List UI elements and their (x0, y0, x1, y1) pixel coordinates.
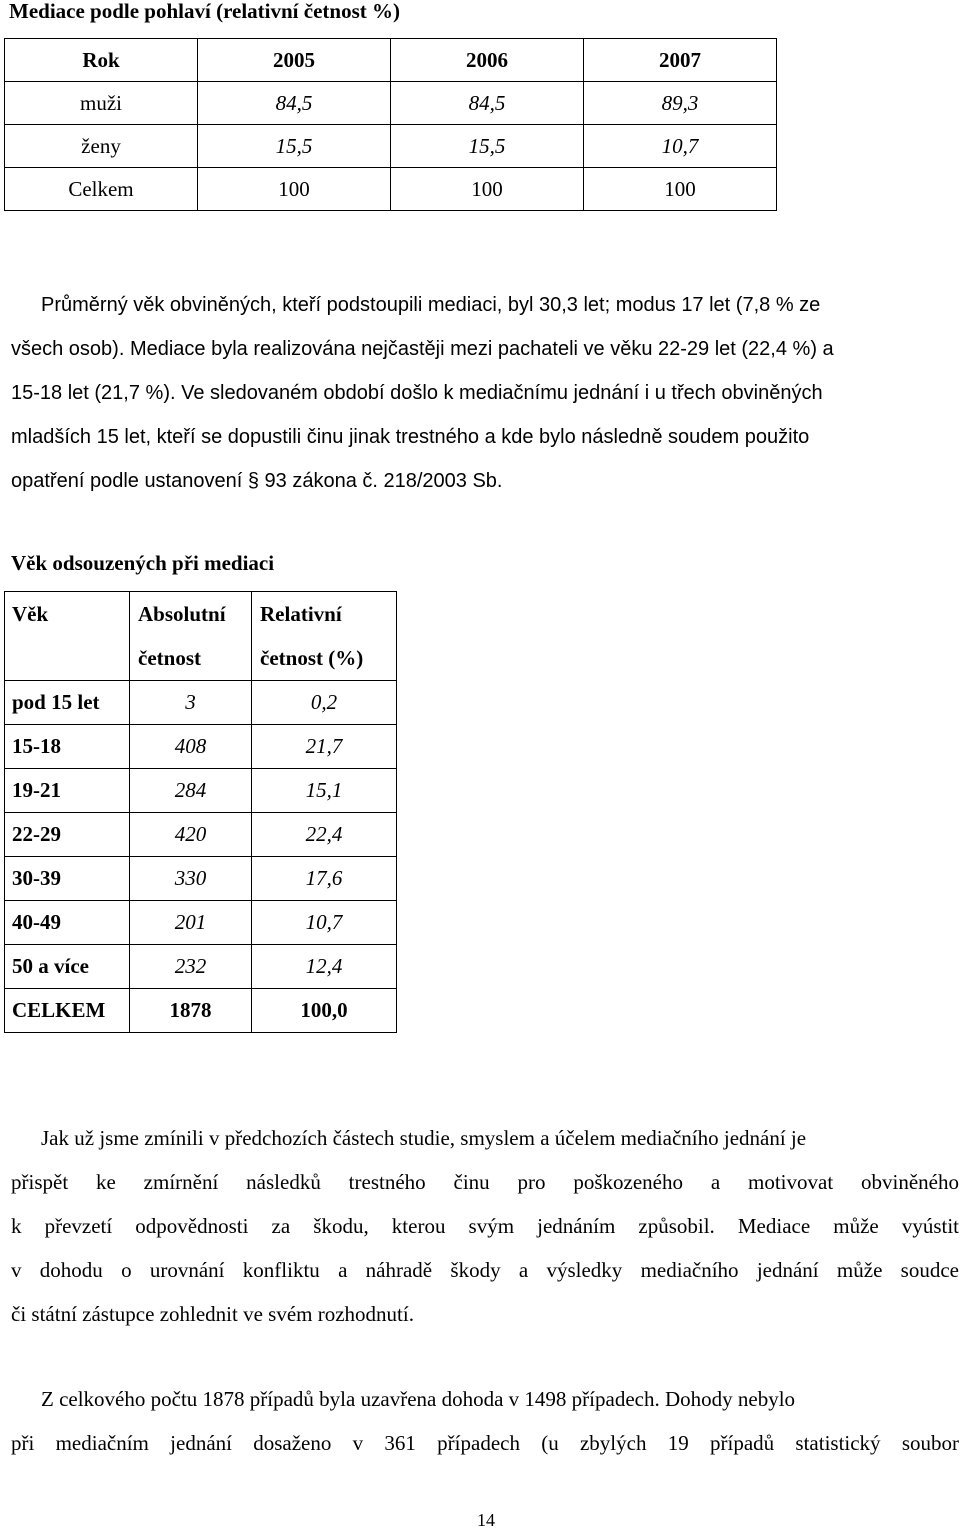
table-cell: 21,7 (252, 725, 397, 769)
age-group-label: 30-39 (5, 857, 130, 901)
text-line: přispět ke zmírnění následků trestného činu pro poškozeného a motivovat obviněného (11, 1170, 959, 1194)
age-table-heading: Věk odsouzených při mediaci (11, 551, 275, 575)
table-row (5, 725, 397, 769)
row-label: muži (5, 82, 198, 125)
table-cell: 10,7 (584, 125, 777, 168)
age-group-label: pod 15 let (5, 681, 130, 725)
table-cell: 15,5 (198, 125, 391, 168)
table-cell: 89,3 (584, 82, 777, 125)
text-line: či státní zástupce zohlednit ve svém rozhodnutí. (11, 1302, 414, 1326)
age-table (4, 591, 397, 1033)
table-header-cell (252, 592, 397, 681)
table-row (5, 168, 777, 211)
table-header-cell (130, 592, 252, 681)
table-cell: 3 (130, 681, 252, 725)
table-cell: 0,2 (252, 681, 397, 725)
header-line: četnost (%) (260, 646, 364, 670)
table-row (5, 989, 397, 1033)
table-cell: 84,5 (198, 82, 391, 125)
table-row (5, 125, 777, 168)
table-row (5, 769, 397, 813)
table-header-cell: Rok (5, 39, 198, 82)
age-group-label: CELKEM (5, 989, 130, 1033)
paragraph-age-summary (11, 283, 959, 503)
table-header-cell: 2005 (198, 39, 391, 82)
text-line: Průměrný věk obviněných, kteří podstoupili mediaci, byl 30,3 let; modus 17 let (7,8 % ze (41, 294, 821, 316)
table-row (5, 945, 397, 989)
table-row (5, 857, 397, 901)
table-cell: 201 (130, 901, 252, 945)
gender-table-heading: Mediace podle pohlaví (relativní četnost %) (9, 0, 400, 23)
header-line: Relativní (260, 602, 342, 626)
table-cell: 22,4 (252, 813, 397, 857)
text-line: k převzetí odpovědnosti za škodu, kterou svým jednáním způsobil. Mediace může vyústit (11, 1214, 959, 1238)
text-line: Jak už jsme zmínili v předchozích částech studie, smyslem a účelem mediačního jednání je (41, 1126, 807, 1150)
header-line: četnost (138, 646, 201, 670)
table-cell: 232 (130, 945, 252, 989)
table-cell: 100 (584, 168, 777, 211)
text-line: při mediačním jednání dosaženo v 361 případech (u zbylých 19 případů statistický soubor (11, 1431, 959, 1455)
age-group-label: 40-49 (5, 901, 130, 945)
text-line: všech osob). Mediace byla realizována nejčastěji mezi pachateli ve věku 22-29 let (22,4 %) a (11, 338, 834, 360)
table-header-cell: 2007 (584, 39, 777, 82)
table-row (5, 813, 397, 857)
table-header-cell: 2006 (391, 39, 584, 82)
age-group-label: 50 a více (5, 945, 130, 989)
paragraph-mediation-purpose (11, 1116, 959, 1336)
text-line: 15-18 let (21,7 %). Ve sledovaném období došlo k mediačnímu jednání i u třech obviněných (11, 382, 823, 404)
table-cell: 284 (130, 769, 252, 813)
table-cell: 12,4 (252, 945, 397, 989)
gender-table (4, 38, 777, 211)
table-cell: 408 (130, 725, 252, 769)
table-cell: 330 (130, 857, 252, 901)
table-cell: 10,7 (252, 901, 397, 945)
age-group-label: 19-21 (5, 769, 130, 813)
row-label: Celkem (5, 168, 198, 211)
page-number: 14 (477, 1510, 495, 1530)
header-line: Absolutní (138, 602, 226, 626)
table-cell: 84,5 (391, 82, 584, 125)
table-cell: 17,6 (252, 857, 397, 901)
table-row (5, 901, 397, 945)
age-group-label: 15-18 (5, 725, 130, 769)
table-cell: 100 (391, 168, 584, 211)
table-cell: 100,0 (252, 989, 397, 1033)
table-row (5, 39, 777, 82)
table-row (5, 82, 777, 125)
text-line: mladších 15 let, kteří se dopustili činu jinak trestného a kde bylo následně soudem použito (11, 426, 810, 448)
table-row (5, 681, 397, 725)
text-line: v dohodu o urovnání konfliktu a náhradě škody a výsledky mediačního jednání může soudce (11, 1258, 959, 1282)
table-cell: 15,1 (252, 769, 397, 813)
table-cell: 420 (130, 813, 252, 857)
table-cell: 15,5 (391, 125, 584, 168)
table-cell: 1878 (130, 989, 252, 1033)
text-line: opatření podle ustanovení § 93 zákona č. 218/2003 Sb. (11, 470, 503, 492)
table-header-cell: Věk (5, 592, 130, 681)
text-line: Z celkového počtu 1878 případů byla uzavřena dohoda v 1498 případech. Dohody nebylo (41, 1387, 796, 1411)
paragraph-agreements (11, 1377, 959, 1465)
table-cell: 100 (198, 168, 391, 211)
row-label: ženy (5, 125, 198, 168)
table-row (5, 592, 397, 681)
age-group-label: 22-29 (5, 813, 130, 857)
